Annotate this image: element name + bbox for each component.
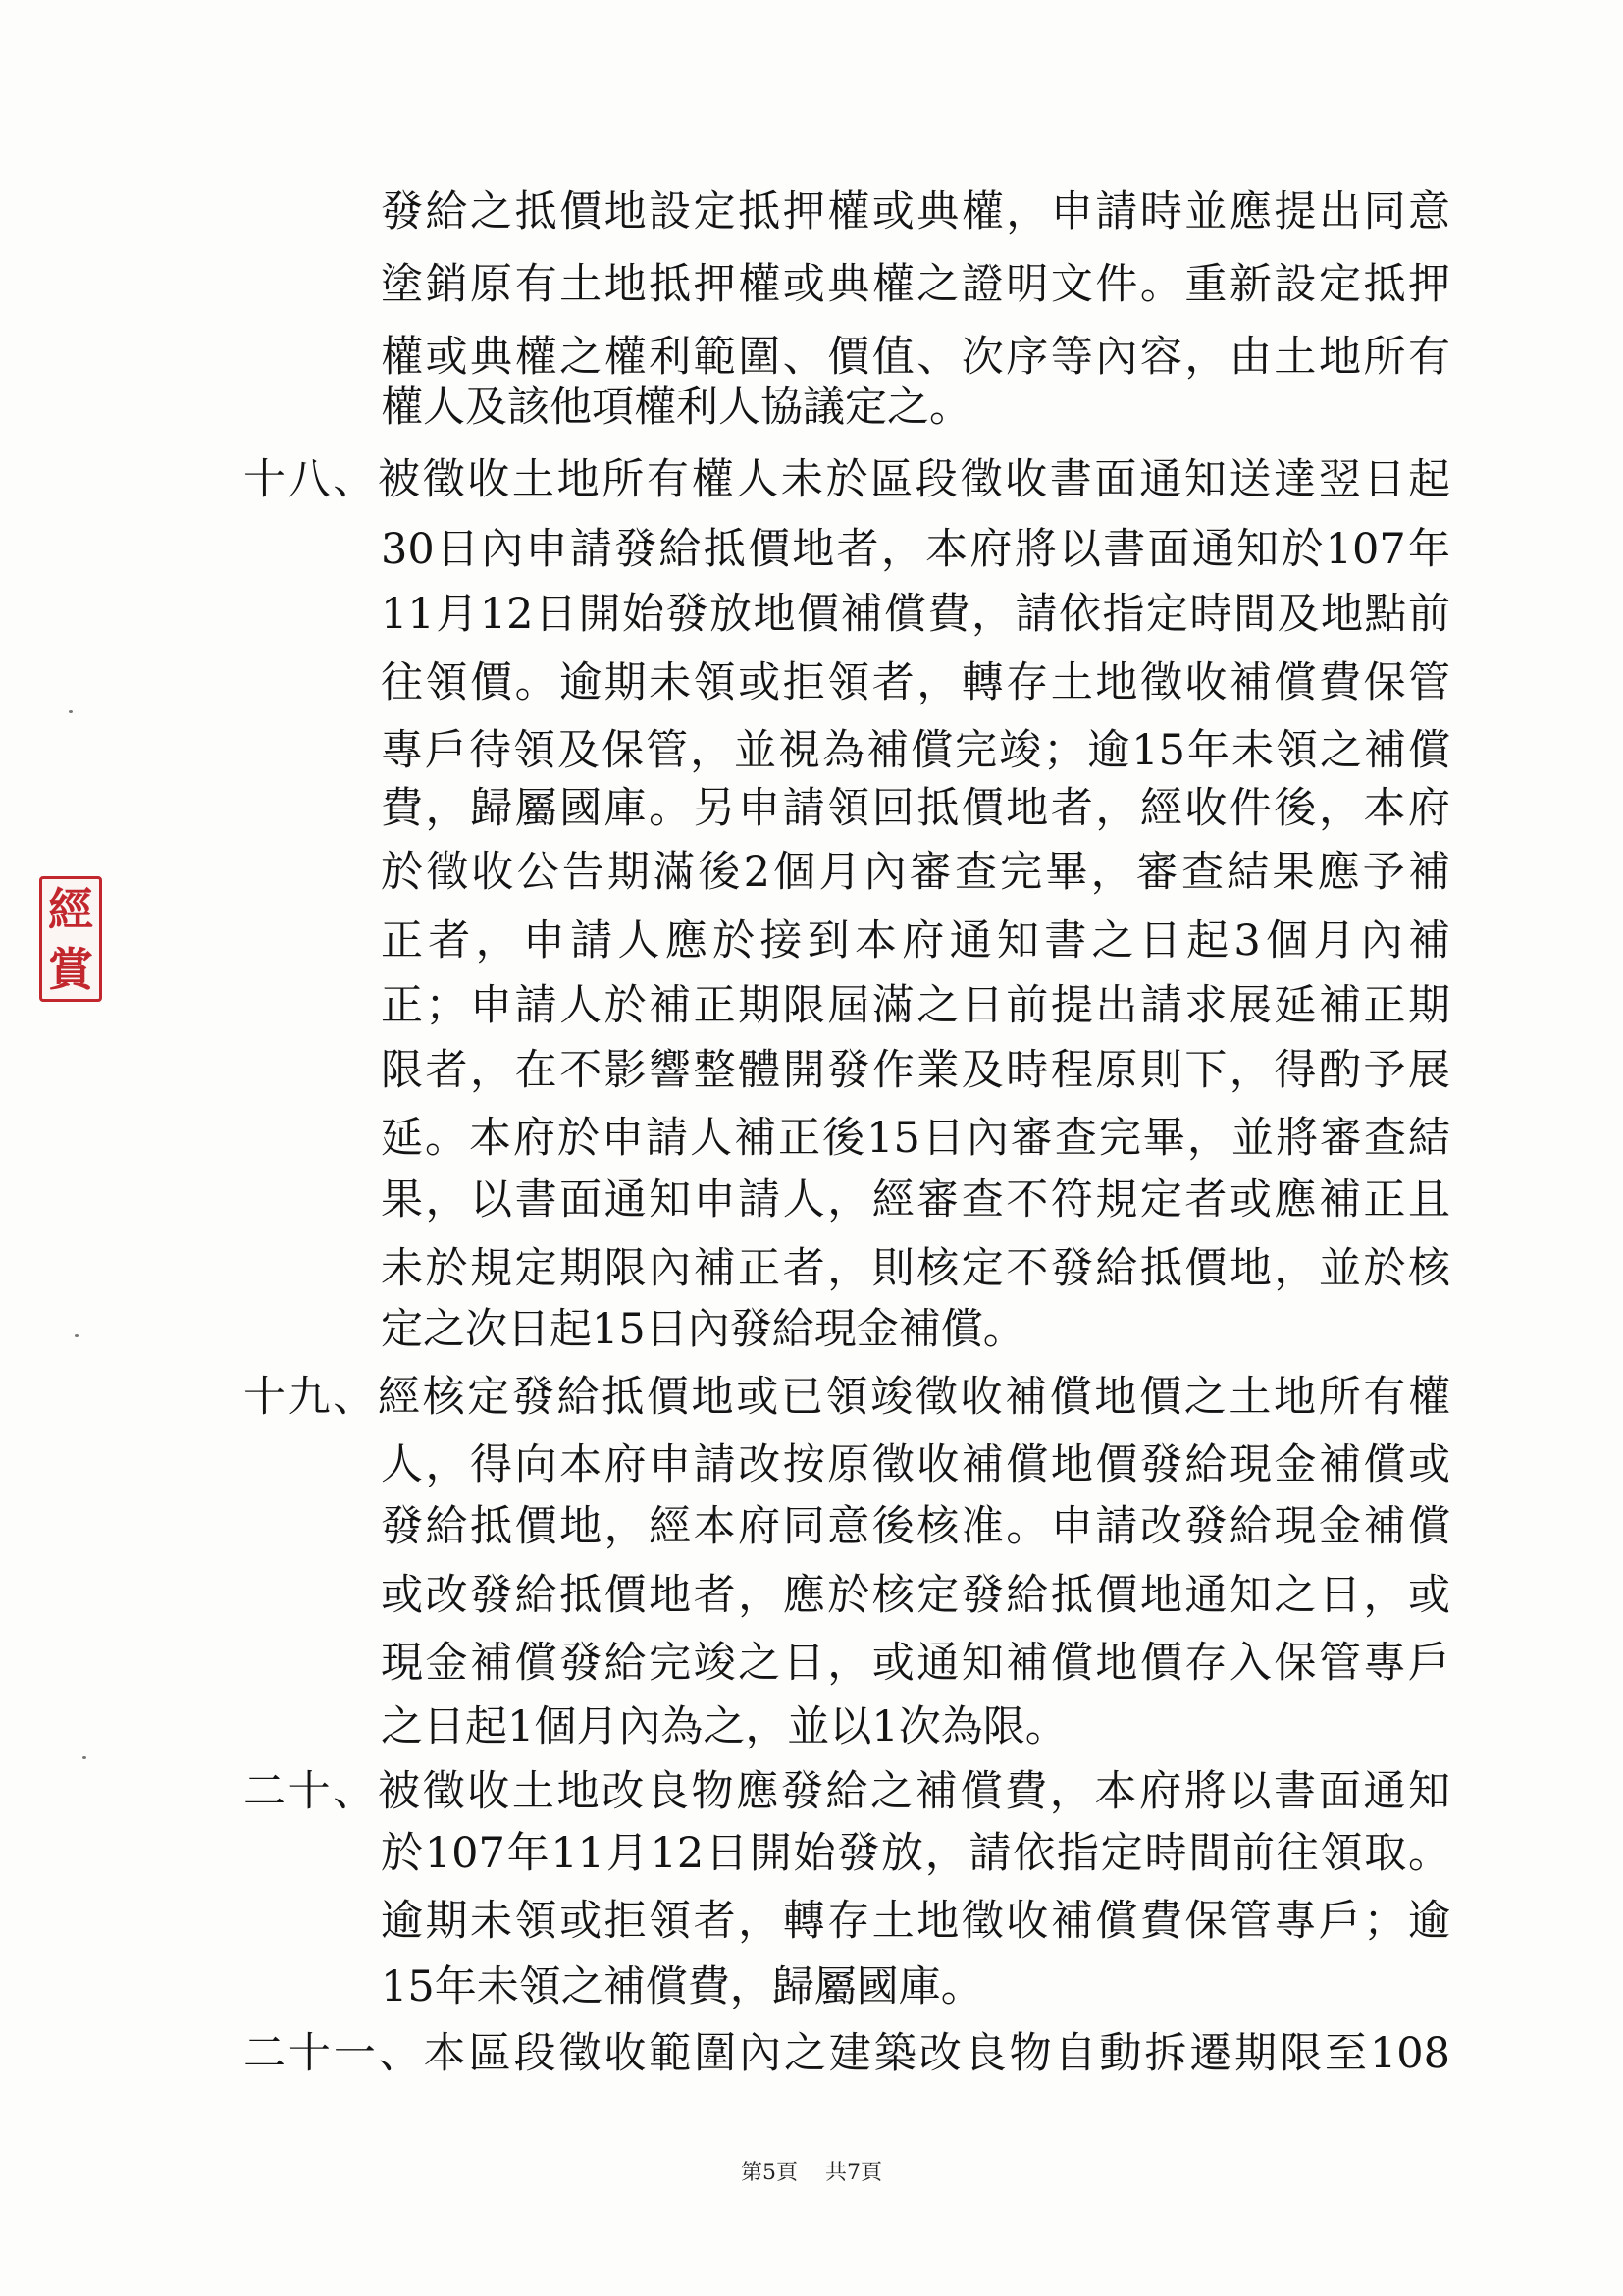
seal-char: 賞 [48, 942, 93, 996]
page-number: 第5頁 [741, 2161, 798, 2185]
text-line: 之日起1個月內為之，並以1次為限。 [381, 1702, 1068, 1751]
text-line: 逾期未領或拒領者，轉存土地徵收補償費保管專戶；逾 [381, 1897, 1450, 1946]
seal-char: 經 [48, 882, 93, 936]
scan-speck [82, 1756, 86, 1759]
text-line: 往領價。逾期未領或拒領者，轉存土地徵收補償費保管 [381, 658, 1450, 707]
section-18-heading-line: 十八、被徵收土地所有權人未於區段徵收書面通知送達翌日起 [243, 455, 1450, 504]
text-line: 15年未領之補償費，歸屬國庫。 [381, 1962, 983, 2011]
text-line: 塗銷原有土地抵押權或典權之證明文件。重新設定抵押 [381, 260, 1450, 309]
seal-stamp [39, 876, 102, 1002]
text-line: 11月12日開始發放地價補償費，請依指定時間及地點前 [381, 590, 1450, 639]
text-line: 限者，在不影響整體開發作業及時程原則下，得酌予展 [381, 1046, 1450, 1095]
text-line: 專戶待領及保管，並視為補償完竣；逾15年未領之補償 [381, 726, 1450, 775]
text-line: 正；申請人於補正期限屆滿之日前提出請求展延補正期 [381, 981, 1450, 1030]
text-line: 果，以書面通知申請人，經審查不符規定者或應補正且 [381, 1175, 1450, 1225]
scan-speck [69, 710, 73, 713]
text-line: 未於規定期限內補正者，則核定不發給抵價地，並於核 [381, 1244, 1450, 1293]
text-line: 權人及該他項權利人協議定之。 [381, 383, 971, 432]
text-line: 定之次日起15日內發給現金補償。 [381, 1305, 1025, 1354]
section-19-heading-line: 十九、經核定發給抵價地或已領竣徵收補償地價之土地所有權 [243, 1373, 1450, 1422]
text-line: 30日內申請發給抵價地者，本府將以書面通知於107年 [381, 525, 1450, 574]
text-line: 延。本府於申請人補正後15日內審查完畢，並將審查結 [381, 1114, 1450, 1163]
text-line: 發給之抵價地設定抵押權或典權，申請時並應提出同意 [381, 187, 1450, 236]
text-line: 現金補償發給完竣之日，或通知補償地價存入保管專戶 [381, 1639, 1450, 1688]
text-line: 人，得向本府申請改按原徵收補償地價發給現金補償或 [381, 1440, 1450, 1489]
text-line: 權或典權之權利範圍、價值、次序等內容，由土地所有 [381, 333, 1450, 382]
section-20-heading-line: 二十、被徵收土地改良物應發給之補償費，本府將以書面通知 [243, 1767, 1450, 1816]
text-line: 正者，申請人應於接到本府通知書之日起3個月內補 [381, 916, 1450, 965]
text-line: 或改發給抵價地者，應於核定發給抵價地通知之日，或 [381, 1571, 1450, 1620]
page-footer [0, 2156, 1623, 2186]
text-line: 於107年11月12日開始發放，請依指定時間前往領取。 [381, 1829, 1450, 1878]
text-line: 於徵收公告期滿後2個月內審查完畢，審查結果應予補 [381, 848, 1450, 897]
text-line: 費，歸屬國庫。另申請領回抵價地者，經收件後，本府 [381, 784, 1450, 833]
scan-speck [75, 1334, 79, 1337]
text-line: 發給抵價地，經本府同意後核准。申請改發給現金補償 [381, 1502, 1450, 1551]
section-21-heading-line: 二十一、本區段徵收範圍內之建築改良物自動拆遷期限至108 [243, 2029, 1450, 2078]
page-total: 共7頁 [825, 2161, 882, 2185]
